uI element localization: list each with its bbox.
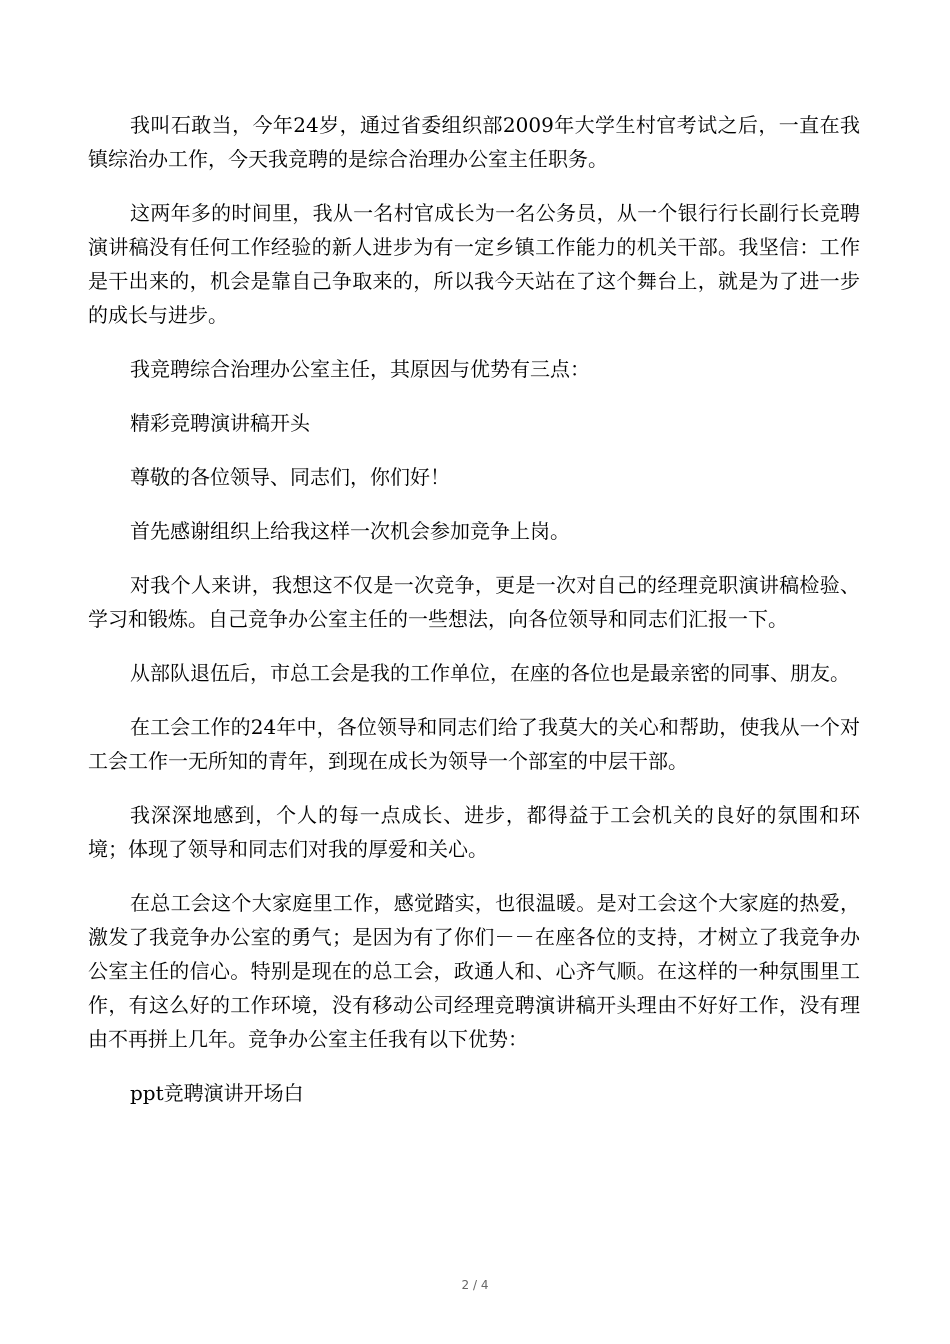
paragraph: 首先感谢组织上给我这样一次机会参加竞争上岗。 [130, 519, 570, 543]
paragraph: 精彩竞聘演讲稿开头 [130, 411, 310, 435]
paragraph: 我叫石敢当，今年24岁，通过省委组织部2009年大学生村官考试之后，一直在我镇综治办工作，今天我竞聘的是综合治理办公室主任职务。 [88, 113, 860, 171]
page-number: 2 / 4 [461, 1278, 489, 1292]
paragraph: 这两年多的时间里，我从一名村官成长为一名公务员，从一个银行行长副行长竞聘演讲稿没有任何工作经验的新人进步为有一定乡镇工作能力的机关干部。我坚信：工作是干出来的，机会是靠自己争取来的，所以我今天站在了这个舞台上，就是为了进一步的成长与进步。 [88, 201, 860, 327]
paragraph: 在总工会这个大家庭里工作，感觉踏实，也很温暖。是对工会这个大家庭的热爱，激发了我竞争办公室的勇气；是因为有了你们－－在座各位的支持，才树立了我竞争办公室主任的信心。特别是现在的总工会，政通人和、心齐气顺。在这样的一种氛围里工作，有这么好的工作环境，没有移动公司经理竞聘演讲稿开头理由不好好工作，没有理由不再拼上几年。竞争办公室主任我有以下优势： [88, 891, 860, 1051]
document-body [88, 108, 860, 1130]
paragraph: 在工会工作的24年中，各位领导和同志们给了我莫大的关心和帮助，使我从一个对工会工作一无所知的青年，到现在成长为领导一个部室的中层干部。 [88, 715, 860, 773]
paragraph: 我深深地感到，个人的每一点成长、进步，都得益于工会机关的良好的氛围和环境；体现了领导和同志们对我的厚爱和关心。 [88, 803, 860, 861]
paragraph: ppt竞聘演讲开场白 [130, 1081, 304, 1105]
paragraph: 我竞聘综合治理办公室主任，其原因与优势有三点： [130, 357, 590, 381]
paragraph: 尊敬的各位领导、同志们，你们好！ [130, 465, 450, 489]
paragraph: 对我个人来讲，我想这不仅是一次竞争，更是一次对自己的经理竞职演讲稿检验、学习和锻炼。自己竞争办公室主任的一些想法，向各位领导和同志们汇报一下。 [88, 573, 860, 631]
paragraph: 从部队退伍后，市总工会是我的工作单位，在座的各位也是最亲密的同事、朋友。 [130, 661, 850, 685]
